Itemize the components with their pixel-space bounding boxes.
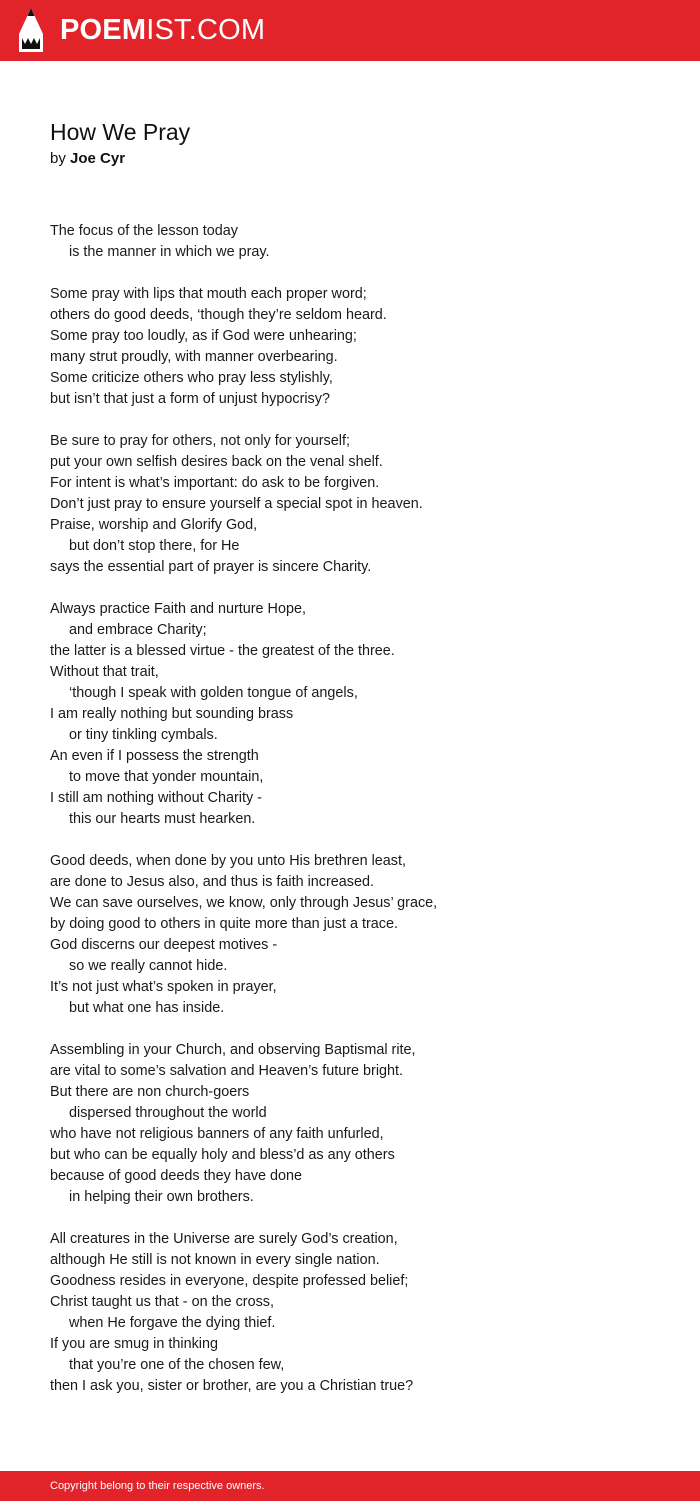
pencil-icon	[18, 8, 44, 52]
poem-line: I am really nothing but sounding brass	[50, 706, 294, 722]
poem-line: that you’re one of the chosen few,	[69, 1357, 285, 1373]
poem-line: The focus of the lesson today	[50, 223, 238, 239]
poem-line: put your own selfish desires back on the venal shelf.	[50, 454, 383, 470]
byline	[50, 149, 670, 169]
poem-line: An even if I possess the strength	[50, 748, 259, 764]
poem-line: others do good deeds, ‘though they’re seldom heard.	[50, 307, 387, 323]
poem-line: because of good deeds they have done	[50, 1168, 303, 1184]
poem-line: Praise, worship and Glorify God,	[50, 517, 258, 533]
poem-line: are vital to some’s salvation and Heaven’s future bright.	[50, 1063, 404, 1079]
poem-line: ‘though I speak with golden tongue of angels,	[69, 685, 358, 701]
poem-content	[50, 117, 670, 1418]
poem-line: Don’t just pray to ensure yourself a special spot in heaven.	[50, 496, 423, 512]
poem-line: Be sure to pray for others, not only for yourself;	[50, 433, 350, 449]
poem-line: by doing good to others in quite more than just a trace.	[50, 916, 398, 932]
logo-light-part: IST.COM	[146, 14, 266, 46]
poem-line: Good deeds, when done by you unto His brethren least,	[50, 853, 406, 869]
by-label: by	[50, 150, 66, 167]
poem-line: But there are non church-goers	[50, 1084, 250, 1100]
poem-line: says the essential part of prayer is sincere Charity.	[50, 559, 372, 575]
poem-line: but what one has inside.	[69, 1000, 225, 1016]
copyright-text: Copyright belong to their respective owners.	[50, 1480, 265, 1492]
poem-line: Goodness resides in everyone, despite professed belief;	[50, 1273, 409, 1289]
poem-line: Some criticize others who pray less stylishly,	[50, 370, 333, 386]
poem-line: although He still is not known in every single nation.	[50, 1252, 380, 1268]
poem-body	[50, 221, 670, 1397]
header-bar	[0, 0, 700, 61]
poem-line: are done to Jesus also, and thus is faith increased.	[50, 874, 374, 890]
site-logo-link[interactable]	[18, 8, 265, 52]
poem-line: Some pray with lips that mouth each proper word;	[50, 286, 367, 302]
poem-line: and embrace Charity;	[69, 622, 207, 638]
footer-bar	[0, 1471, 700, 1501]
poem-line: For intent is what’s important: do ask to be forgiven.	[50, 475, 380, 491]
poem-stanza	[50, 599, 670, 830]
poem-line: many strut proudly, with manner overbearing.	[50, 349, 338, 365]
poem-line: who have not religious banners of any faith unfurled,	[50, 1126, 384, 1142]
poem-line: but don’t stop there, for He	[69, 538, 240, 554]
poem-stanza	[50, 221, 670, 263]
poem-line: I still am nothing without Charity -	[50, 790, 262, 806]
poem-line: Some pray too loudly, as if God were unhearing;	[50, 328, 357, 344]
poem-stanza	[50, 851, 670, 1019]
poem-line: All creatures in the Universe are surely God’s creation,	[50, 1231, 398, 1247]
poem-line: Always practice Faith and nurture Hope,	[50, 601, 306, 617]
poem-line: It’s not just what’s spoken in prayer,	[50, 979, 277, 995]
poem-line: to move that yonder mountain,	[69, 769, 264, 785]
poem-stanza	[50, 1040, 670, 1208]
site-logo-text	[60, 8, 265, 52]
poem-line: this our hearts must hearken.	[69, 811, 256, 827]
poem-line: or tiny tinkling cymbals.	[69, 727, 218, 743]
poem-line: We can save ourselves, we know, only through Jesus’ grace,	[50, 895, 438, 911]
poem-line: is the manner in which we pray.	[69, 244, 270, 260]
poem-line: in helping their own brothers.	[69, 1189, 254, 1205]
poem-line: but isn’t that just a form of unjust hypocrisy?	[50, 391, 330, 407]
poem-line: Without that trait,	[50, 664, 159, 680]
poem-line: then I ask you, sister or brother, are you a Christian true?	[50, 1378, 414, 1394]
author-name: Joe Cyr	[70, 150, 126, 167]
poem-line: Christ taught us that - on the cross,	[50, 1294, 274, 1310]
poem-line: Assembling in your Church, and observing Baptismal rite,	[50, 1042, 416, 1058]
poem-stanza	[50, 1229, 670, 1397]
poem-line: but who can be equally holy and bless’d as any others	[50, 1147, 395, 1163]
poem-line: dispersed throughout the world	[69, 1105, 267, 1121]
poem-line: God discerns our deepest motives -	[50, 937, 278, 953]
logo-bold-part: POEM	[60, 14, 147, 46]
poem-title: How We Pray	[50, 119, 191, 145]
poem-stanza	[50, 284, 670, 410]
poem-stanza	[50, 431, 670, 578]
poem-line: so we really cannot hide.	[69, 958, 228, 974]
poem-line: when He forgave the dying thief.	[69, 1315, 276, 1331]
poem-line: If you are smug in thinking	[50, 1336, 218, 1352]
poem-line: the latter is a blessed virtue - the greatest of the three.	[50, 643, 395, 659]
